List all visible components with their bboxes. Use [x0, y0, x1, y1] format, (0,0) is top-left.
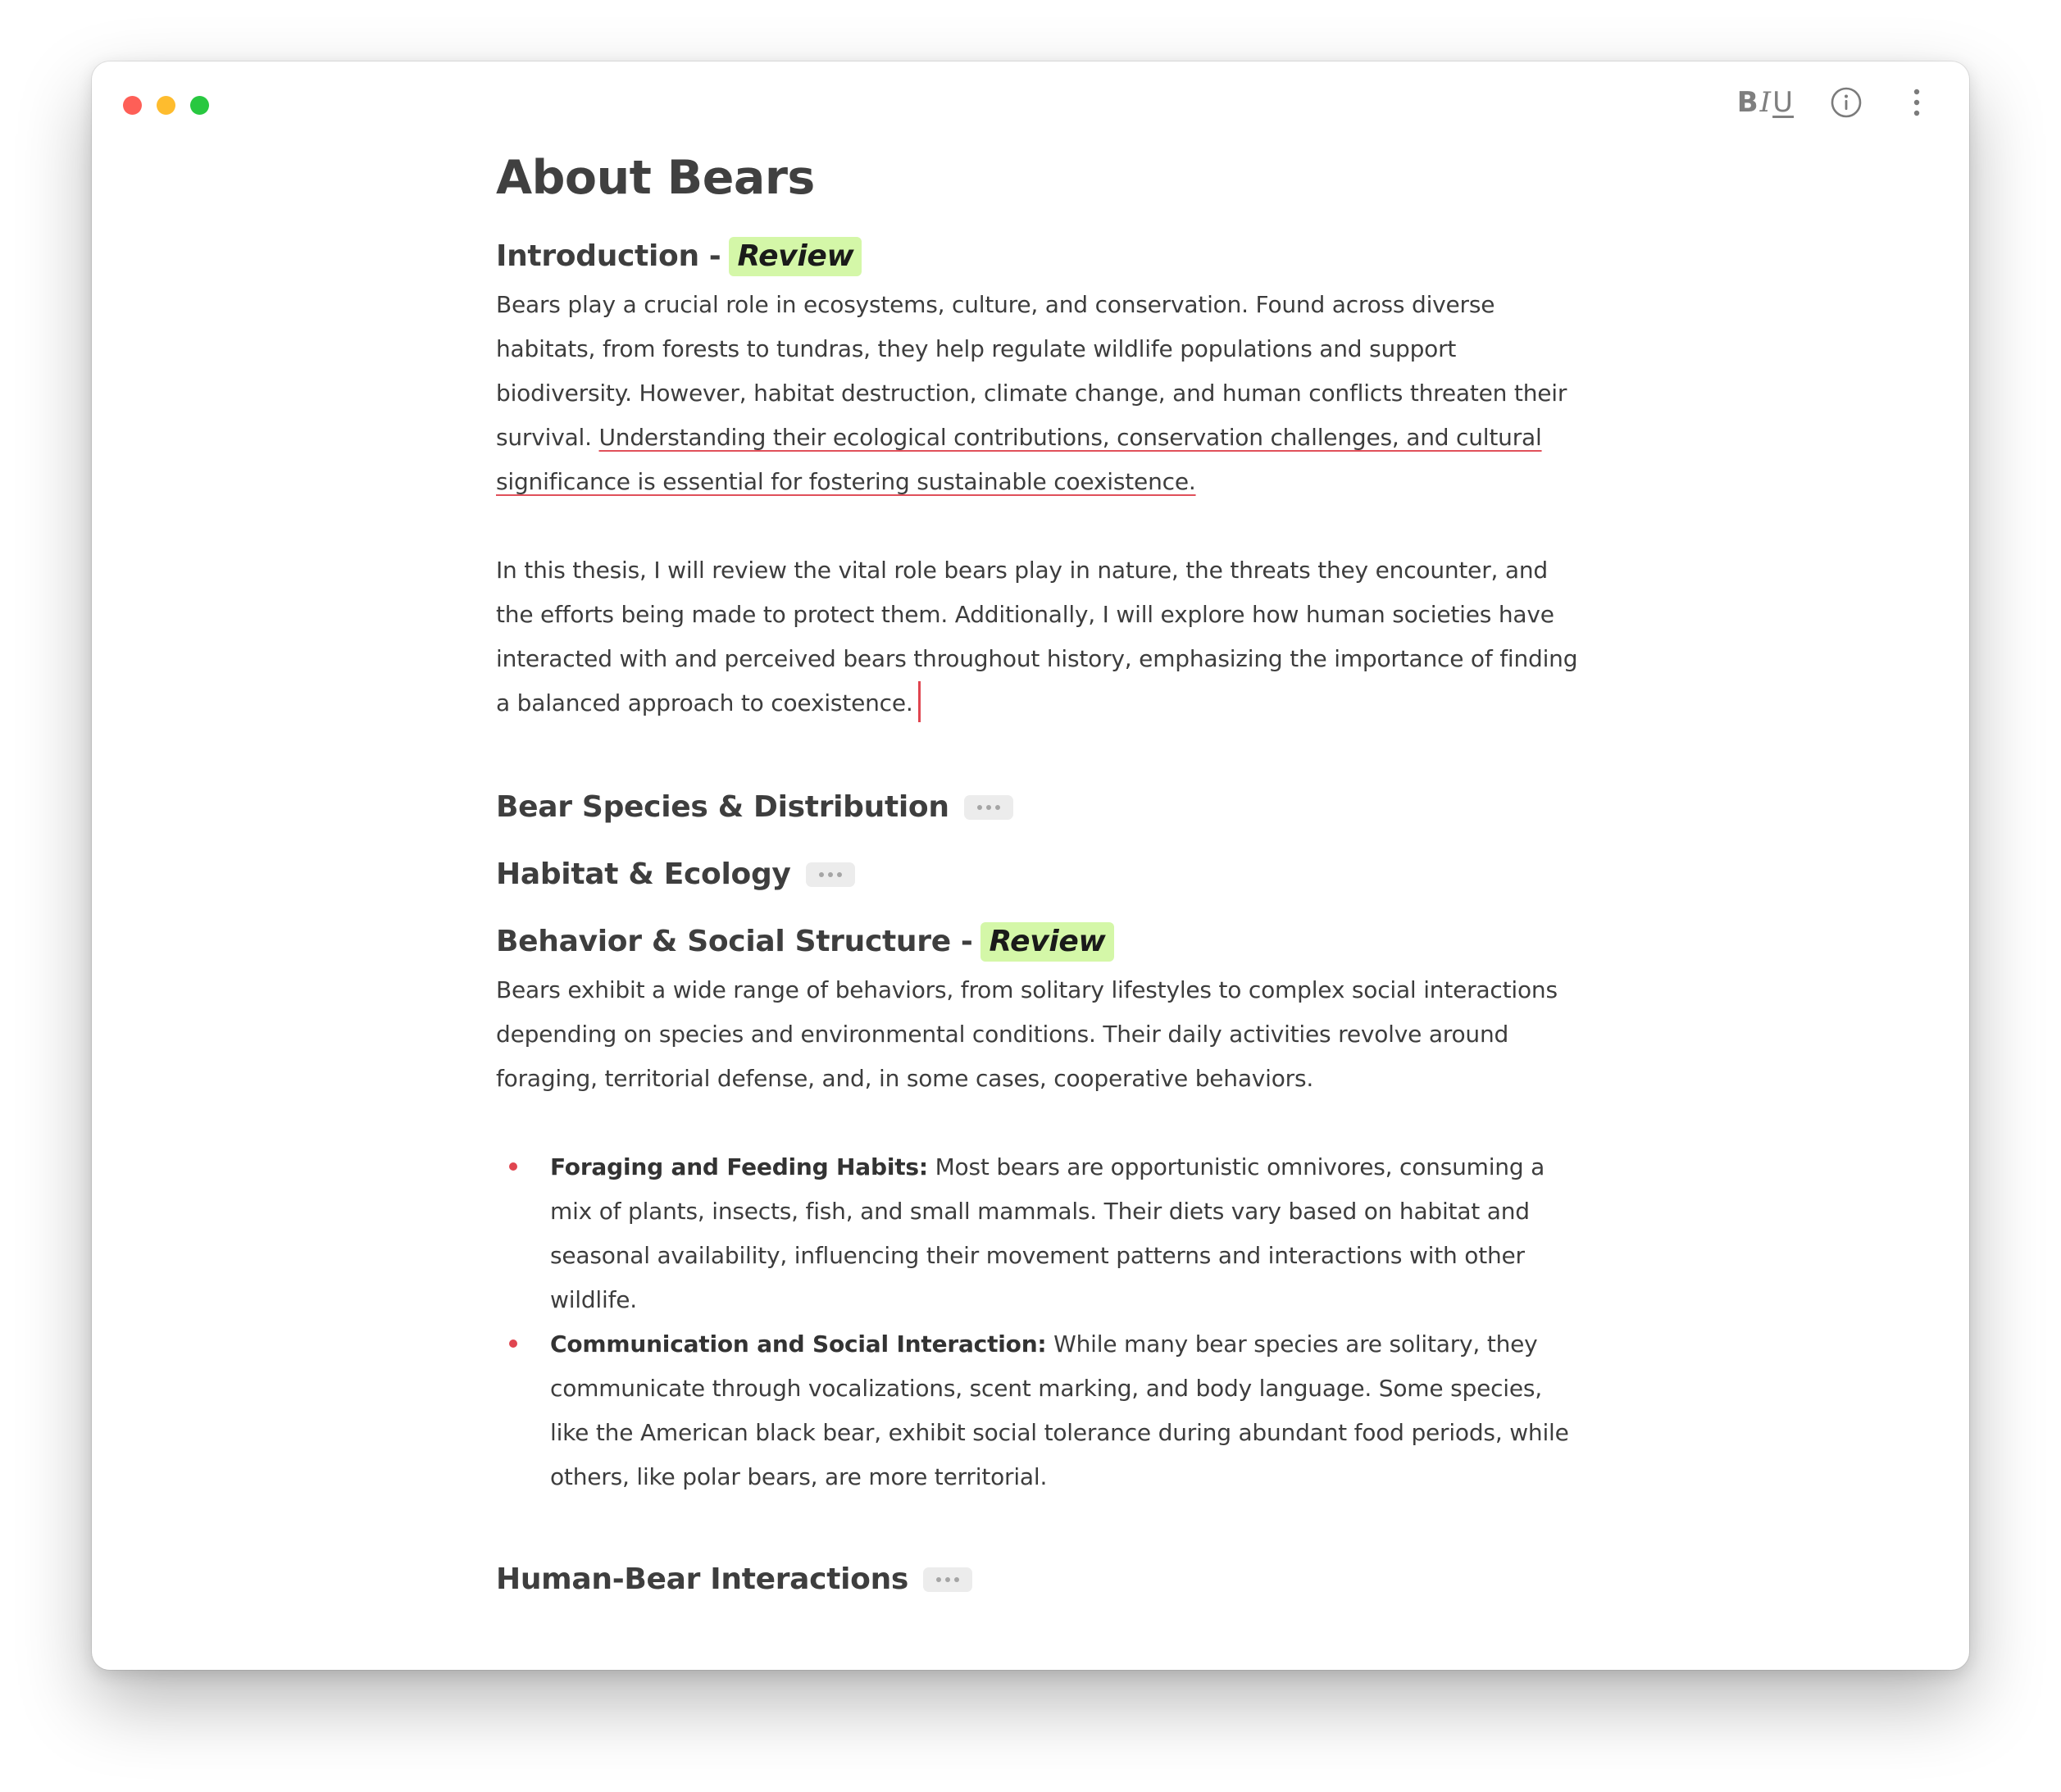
maximize-window-button[interactable] — [190, 96, 209, 115]
review-tag: Review — [729, 237, 862, 276]
list-item-text: While many bear species are solitary, they communicate through vocalizations, scent marking, and body language. Some species, like the American black bear, exhibit social tolerance during abundant food periods, while others, like polar bears, are more territorial. — [550, 1330, 1569, 1491]
heading-text: Introduction — [496, 239, 699, 274]
italic-icon: I — [1759, 86, 1772, 119]
paragraph-text: In this thesis, I will review the vital role bears play in nature, the threats they encounter, and the efforts being made to protect them. Additionally, I will explore how human societies have interacted with and perceived bears throughout history, emphasizing the importance of finding a balanced approach to coexistence. — [496, 557, 1578, 717]
list-item-label: Foraging and Feeding Habits: — [550, 1153, 928, 1181]
paragraph-text: Bears play a crucial role in ecosystems, culture, and conservation. Found across diverse habitats, from forests to tundras, they help regulate wildlife populations and support biodiversity. However, habitat destruction, climate change, and human conflicts threaten their survival. — [496, 291, 1567, 452]
bold-icon: B — [1736, 86, 1759, 119]
section-heading-introduction[interactable] — [496, 235, 1578, 278]
heading-text: Behavior & Social Structure — [496, 925, 951, 959]
window-controls — [123, 96, 209, 115]
section-heading-interactions[interactable] — [496, 1558, 1578, 1601]
list-item-text: Most bears are opportunistic omnivores, consuming a mix of plants, insects, fish, and small mammals. Their diets vary based on habitat and seasonal availability, influencing their movement patterns and interactions with other wildlife. — [550, 1153, 1545, 1314]
editor-window — [92, 61, 1969, 1670]
collapsed-section-toggle[interactable] — [964, 795, 1013, 820]
behavior-paragraph[interactable]: Bears exhibit a wide range of behaviors, from solitary lifestyles to complex social interactions depending on species and environmental conditions. Their daily activities revolve around foraging, territorial defense, and, in some cases, cooperative behaviors. — [496, 976, 1558, 1093]
collapsed-section-toggle[interactable] — [806, 862, 855, 887]
minimize-window-button[interactable] — [157, 96, 175, 115]
collapsed-section-toggle[interactable] — [923, 1567, 972, 1592]
heading-separator: - — [708, 239, 721, 274]
underlined-text: Understanding their ecological contributions, conservation challenges, and cultural significance is essential for fostering sustainable coexistence. — [496, 424, 1542, 496]
section-heading-habitat[interactable] — [496, 853, 1578, 896]
text-cursor — [918, 681, 921, 722]
info-icon — [1830, 86, 1863, 119]
heading-text: Bear Species & Distribution — [496, 790, 949, 825]
more-options-button[interactable] — [1899, 84, 1935, 121]
review-tag: Review — [980, 922, 1113, 962]
heading-separator: - — [960, 925, 973, 959]
underline-icon: U — [1772, 86, 1794, 119]
document-body[interactable] — [496, 150, 1578, 1601]
text-format-button[interactable] — [1737, 86, 1794, 119]
heading-text: Habitat & Ecology — [496, 857, 791, 892]
intro-paragraph-1[interactable] — [496, 283, 1578, 504]
behavior-bullet-list — [496, 1145, 1578, 1499]
section-heading-species[interactable] — [496, 786, 1578, 829]
heading-text: Human-Bear Interactions — [496, 1562, 909, 1597]
bullet-icon — [509, 1339, 517, 1348]
vertical-ellipsis-icon — [1910, 86, 1923, 119]
close-window-button[interactable] — [123, 96, 142, 115]
list-item[interactable] — [496, 1322, 1578, 1499]
list-item[interactable] — [496, 1145, 1578, 1322]
toolbar — [1737, 84, 1935, 121]
bullet-icon — [509, 1162, 517, 1171]
list-item-label: Communication and Social Interaction: — [550, 1330, 1047, 1358]
intro-paragraph-2[interactable] — [496, 548, 1578, 725]
info-button[interactable] — [1828, 84, 1864, 121]
section-heading-behavior[interactable] — [496, 921, 1578, 963]
document-title[interactable]: About Bears — [496, 151, 815, 205]
